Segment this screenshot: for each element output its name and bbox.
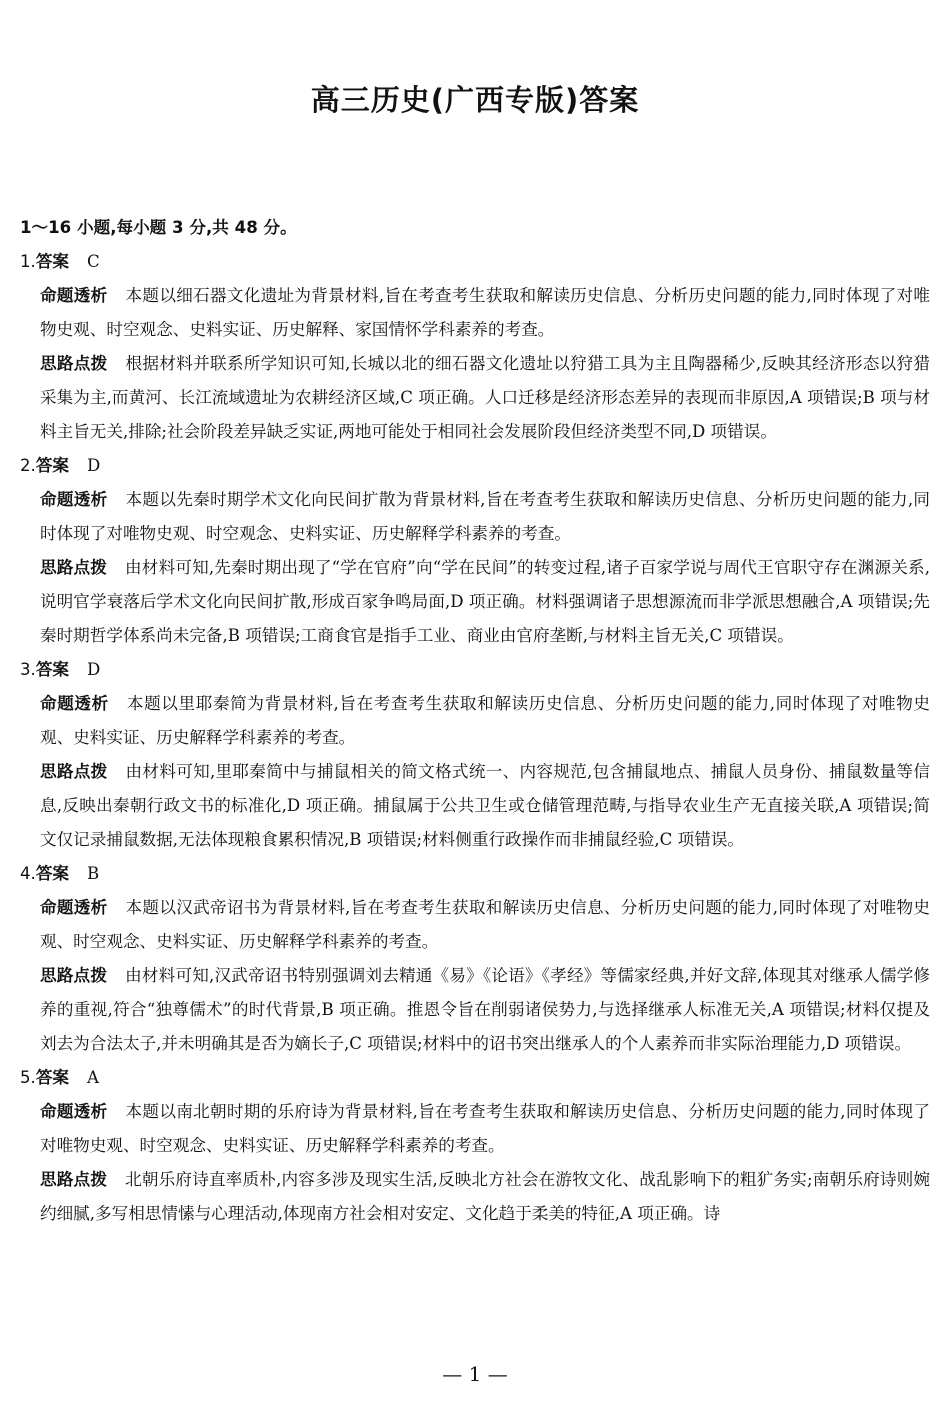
question-number: 3.: [20, 660, 36, 679]
thinking-paragraph: [40, 755, 930, 857]
answer-choice: B: [87, 864, 100, 883]
thinking-label: 思路点拨: [40, 966, 108, 985]
page-title: 高三历史(广西专版)答案: [310, 83, 640, 117]
analysis-text: 本题以汉武帝诏书为背景材料,旨在考查考生获取和解读历史信息、分析历史问题的能力,同时体现了对唯物史观、时空观念、史料实证、历史解释学科素养的考查。: [40, 898, 931, 951]
analysis-label: 命题透析: [40, 490, 108, 509]
thinking-label: 思路点拨: [40, 558, 108, 577]
answer-choice: A: [87, 1068, 100, 1087]
question-item: [20, 653, 930, 857]
question-item: [20, 857, 930, 1061]
question-answer-line: [20, 449, 930, 483]
question-answer-line: [20, 1061, 930, 1095]
answer-label: 答案: [35, 252, 70, 271]
question-number: 5.: [20, 1068, 36, 1087]
thinking-paragraph: [40, 551, 930, 653]
answer-choice: D: [87, 660, 101, 679]
analysis-text: 本题以里耶秦简为背景材料,旨在考查考生获取和解读历史信息、分析历史问题的能力,同时体现了对唯物史观、史料实证、历史解释学科素养的考查。: [40, 694, 931, 747]
answer-label: 答案: [35, 1068, 70, 1087]
analysis-paragraph: [40, 687, 930, 755]
thinking-label: 思路点拨: [40, 1170, 108, 1189]
thinking-text: 由材料可知,里耶秦简中与捕鼠相关的简文格式统一、内容规范,包含捕鼠地点、捕鼠人员身份、捕鼠数量等信息,反映出秦朝行政文书的标准化,D 项正确。捕鼠属于公共卫生或仓储管理范畴,与指导农业生产无直接关联,A 项错误;简文仅记录捕鼠数据,无法体现粮食累积情况,B 项错误;材料侧重行政操作而非捕鼠经验,C 项错误。: [40, 762, 931, 849]
question-item: [20, 245, 930, 449]
question-number: 4.: [20, 864, 36, 883]
thinking-paragraph: [40, 1163, 930, 1231]
answer-label: 答案: [35, 864, 70, 883]
analysis-paragraph: [40, 483, 930, 551]
answer-label: 答案: [35, 456, 70, 475]
thinking-text: 根据材料并联系所学知识可知,长城以北的细石器文化遗址以狩猎工具为主且陶器稀少,反映其经济形态以狩猎采集为主,而黄河、长江流域遗址为农耕经济区域,C 项正确。人口迁移是经济形态差异的表现而非原因,A 项错误;B 项与材料主旨无关,排除;社会阶段差异缺乏实证,两地可能处于相同社会发展阶段但经济类型不同,D 项错误。: [40, 354, 931, 441]
question-item: [20, 1061, 930, 1231]
thinking-paragraph: [40, 959, 930, 1061]
analysis-paragraph: [40, 279, 930, 347]
analysis-label: 命题透析: [40, 898, 108, 917]
analysis-label: 命题透析: [40, 694, 109, 713]
analysis-paragraph: [40, 1095, 930, 1163]
question-item: [20, 449, 930, 653]
answer-content: [20, 211, 930, 1231]
thinking-text: 北朝乐府诗直率质朴,内容多涉及现实生活,反映北方社会在游牧文化、战乱影响下的粗犷务实;南朝乐府诗则婉约细腻,多写相思情愫与心理活动,体现南方社会相对安定、文化趋于柔美的特征,A 项正确。诗: [40, 1170, 931, 1223]
question-number: 1.: [20, 252, 36, 271]
answer-choice: D: [87, 456, 101, 475]
thinking-text: 由材料可知,汉武帝诏书特别强调刘去精通《易》《论语》《孝经》等儒家经典,并好文辞,体现其对继承人儒学修养的重视,符合“独尊儒术”的时代背景,B 项正确。推恩令旨在削弱诸侯势力,与选择继承人标准无关,A 项错误;材料仅提及刘去为合法太子,并未明确其是否为嫡长子,C 项错误;材料中的诏书突出继承人的个人素养而非实际治理能力,D 项错误。: [40, 966, 930, 1053]
question-answer-line: [20, 245, 930, 279]
analysis-text: 本题以南北朝时期的乐府诗为背景材料,旨在考查考生获取和解读历史信息、分析历史问题的能力,同时体现了对唯物史观、时空观念、史料实证、历史解释学科素养的考查。: [40, 1102, 931, 1155]
analysis-label: 命题透析: [40, 1102, 108, 1121]
analysis-text: 本题以先秦时期学术文化向民间扩散为背景材料,旨在考查考生获取和解读历史信息、分析历史问题的能力,同时体现了对唯物史观、时空观念、史料实证、历史解释学科素养的考查。: [40, 490, 931, 543]
scoring-intro: 1～16 小题,每小题 3 分,共 48 分。: [20, 218, 297, 237]
thinking-paragraph: [40, 347, 930, 449]
answer-label: 答案: [35, 660, 70, 679]
page-number: — 1 —: [442, 1362, 508, 1386]
question-answer-line: [20, 653, 930, 687]
analysis-label: 命题透析: [40, 286, 108, 305]
answer-choice: C: [87, 252, 100, 271]
analysis-text: 本题以细石器文化遗址为背景材料,旨在考查考生获取和解读历史信息、分析历史问题的能力,同时体现了对唯物史观、时空观念、史料实证、历史解释、家国情怀学科素养的考查。: [40, 286, 931, 339]
thinking-label: 思路点拨: [40, 762, 108, 781]
question-answer-line: [20, 857, 930, 891]
thinking-label: 思路点拨: [40, 354, 108, 373]
question-list: [20, 245, 930, 1231]
analysis-paragraph: [40, 891, 930, 959]
question-number: 2.: [20, 456, 36, 475]
thinking-text: 由材料可知,先秦时期出现了“学在官府”向“学在民间”的转变过程,诸子百家学说与周代王官职守存在渊源关系,说明官学衰落后学术文化向民间扩散,形成百家争鸣局面,D 项正确。材料强调诸子思想源流而非学派思想融合,A 项错误;先秦时期哲学体系尚未完备,B 项错误;工商食官是指手工业、商业由官府垄断,与材料主旨无关,C 项错误。: [40, 558, 930, 645]
